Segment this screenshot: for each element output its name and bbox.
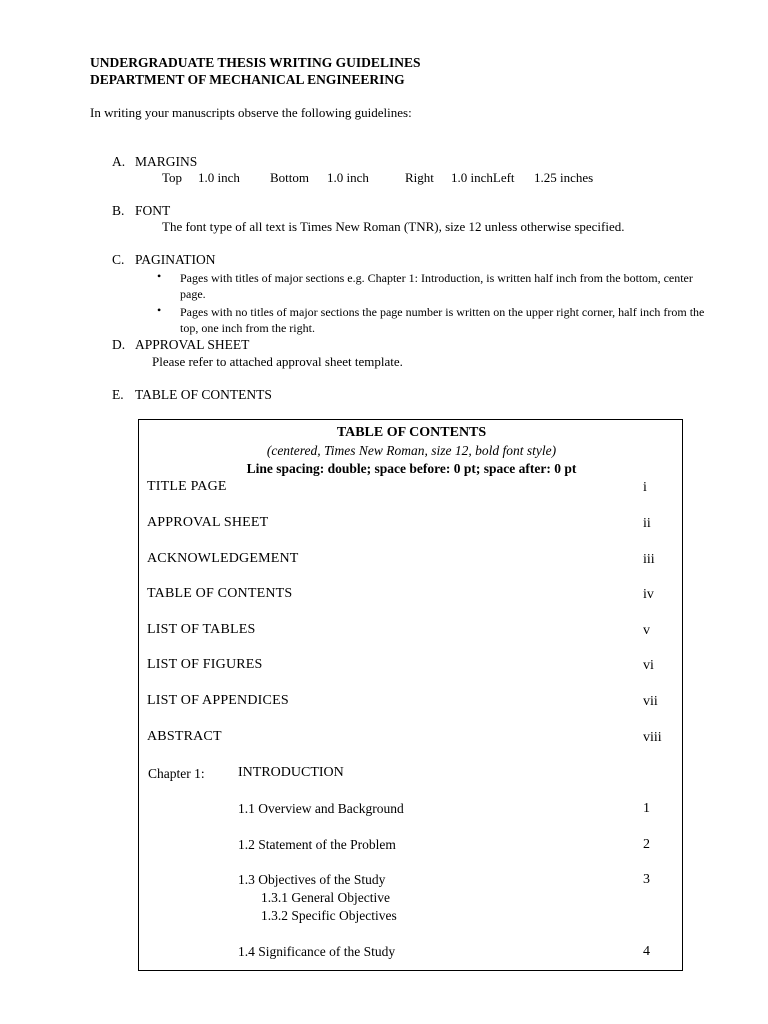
toc-sample-box [138,419,683,971]
margin-top-value: 1.0 inch [198,170,240,185]
pagination-bullet-2: Pages with no titles of major sections the page number is written on the upper right corner, half inch from the top, one inch from the right. [180,305,705,335]
toc-entry-page: vii [643,694,658,709]
toc-entry-label: ACKNOWLEDGEMENT [147,551,299,566]
department-title: DEPARTMENT OF MECHANICAL ENGINEERING [90,72,405,87]
margin-bottom-label: Bottom [270,170,310,185]
toc-subsection-page: 3 [643,872,650,887]
section-c-letter: C. [112,252,125,267]
toc-entry-page: i [643,480,647,495]
section-d-title: APPROVAL SHEET [135,337,250,352]
document-title: UNDERGRADUATE THESIS WRITING GUIDELINES [90,55,421,70]
toc-entry-page: vi [643,658,654,673]
toc-subsection-page: 4 [643,944,650,959]
toc-entry-label: APPROVAL SHEET [147,515,269,530]
toc-entry-label: LIST OF APPENDICES [147,693,289,708]
section-a-title: MARGINS [135,154,198,169]
toc-entry-label: LIST OF TABLES [147,622,256,637]
toc-subsection-label: 1.4 Significance of the Study [238,944,396,959]
margin-right-label: Right [405,170,434,185]
section-e-letter: E. [112,387,124,402]
toc-subsection-label: 1.1 Overview and Background [238,801,404,816]
toc-entry-page: ii [643,516,651,531]
bullet-dot-icon: • [157,303,162,317]
margin-top-label: Top [162,170,183,185]
toc-entry-label: LIST OF FIGURES [147,657,263,672]
section-e-title: TABLE OF CONTENTS [135,387,272,402]
toc-note: (centered, Times New Roman, size 12, bold font style) [266,443,557,458]
approval-text: Please refer to attached approval sheet template. [152,354,403,369]
toc-entry-label: ABSTRACT [147,729,222,744]
toc-subsection-page: 1 [643,801,650,816]
toc-subsection-label: 1.3 Objectives of the Study [238,872,386,887]
toc-subsection-page: 2 [643,837,650,852]
toc-entry-page: viii [643,730,662,745]
toc-entry-label: TITLE PAGE [147,479,227,494]
section-b-letter: B. [112,203,125,218]
toc-entry-page: iii [643,552,655,567]
toc-spacing: Line spacing: double; space before: 0 pt; space after: 0 pt [246,461,577,476]
section-c-title: PAGINATION [135,252,216,267]
chapter-title: INTRODUCTION [238,765,344,780]
margin-left-value: 1.25 inches [534,170,594,185]
font-text: The font type of all text is Times New Roman (TNR), size 12 unless otherwise specified. [162,219,625,234]
section-a-letter: A. [112,154,126,169]
toc-entry-label: TABLE OF CONTENTS [147,586,293,601]
section-d-letter: D. [112,337,126,352]
bullet-dot-icon: • [157,269,162,283]
margin-right-value: 1.0 inchLeft [451,170,515,185]
toc-subsection-label: 1.2 Statement of the Problem [238,837,396,852]
pagination-bullet-1: Pages with titles of major sections e.g. Chapter 1: Introduction, is written half inch from the bottom, center page. [180,271,693,301]
toc-entry-page: iv [643,587,654,602]
margin-bottom-value: 1.0 inch [327,170,369,185]
intro-text: In writing your manuscripts observe the following guidelines: [90,105,412,120]
toc-subsection-label: 1.3.1 General Objective [261,890,390,905]
toc-title: TABLE OF CONTENTS [336,425,487,440]
chapter-label: Chapter 1: [148,766,205,781]
toc-entry-page: v [643,623,650,638]
toc-subsection-label: 1.3.2 Specific Objectives [261,908,397,923]
section-b-title: FONT [135,203,171,218]
